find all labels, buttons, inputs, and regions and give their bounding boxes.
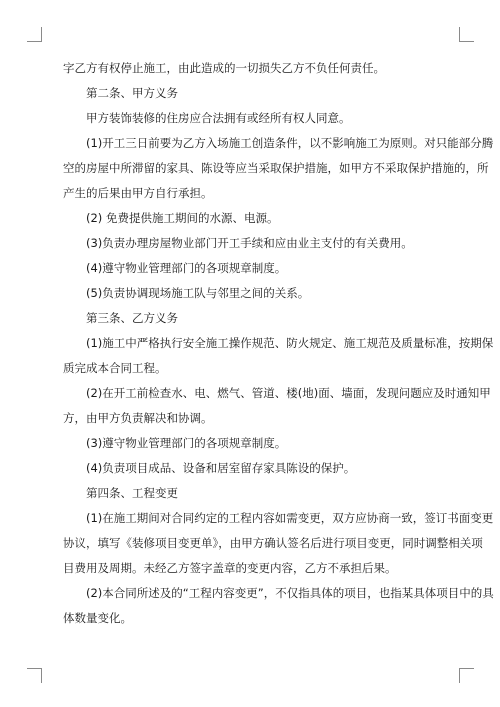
- text-line: (2)本合同所述及的“工程内容变更”，不仅指具体的项目，也指某具体项目中的具: [86, 586, 494, 600]
- paragraph: [63, 510, 494, 576]
- crop-mark-top-right: [459, 27, 474, 42]
- paragraph: [63, 460, 438, 476]
- text-line: (4)遵守物业管理部门的各项规章制度。: [86, 261, 287, 275]
- text-line: 目费用及周期。未经乙方签字盖章的变更内容，乙方不承担后果。: [63, 561, 397, 575]
- text-line: 第四条、工程变更: [86, 486, 178, 500]
- text-line: 协议，填写《装修项目变更单》，由甲方确认签名后进行项目变更，同时调整相关项: [63, 536, 483, 550]
- paragraph: [63, 435, 438, 451]
- paragraph: [63, 260, 438, 276]
- paragraph: [63, 210, 438, 226]
- crop-mark-bottom-right: [459, 668, 474, 683]
- text-line: 字乙方有权停止施工，由此造成的一切损失乙方不负任何责任。: [63, 61, 385, 75]
- text-line: 体数量变化。: [63, 611, 132, 625]
- crop-mark-top-left: [27, 27, 42, 42]
- text-line: 甲方装饰装修的住房应合法拥有或经所有权人同意。: [86, 111, 351, 125]
- text-line: 产生的后果由甲方自行承担。: [63, 186, 213, 200]
- paragraph: [63, 485, 438, 501]
- text-line: (1)施工中严格执行安全施工操作规范、防火规定、施工规范及质量标准，按期保: [86, 336, 494, 350]
- paragraph: [63, 110, 438, 126]
- text-line: (4)负责项目成品、设备和居室留存家具陈设的保护。: [86, 461, 356, 475]
- text-line: (2)在开工前检查水、电、燃气、管道、楼(地)面、墙面，发现问题应及时通知甲: [86, 386, 491, 400]
- text-line: 方，由甲方负责解决和协调。: [63, 411, 213, 425]
- text-line: (1)开工三日前要为乙方入场施工创造条件，以不影响施工为原则。对只能部分腾: [86, 136, 494, 150]
- text-line: (2) 免费提供施工期间的水源、电源。: [86, 211, 279, 225]
- paragraph: [63, 60, 438, 76]
- text-line: 质完成本合同工程。: [63, 361, 167, 375]
- paragraph: [63, 310, 438, 326]
- document-body: [63, 60, 494, 626]
- crop-mark-bottom-left: [27, 668, 42, 683]
- text-line: (3)负责办理房屋物业部门开工手续和应由业主支付的有关费用。: [86, 236, 413, 250]
- text-line: (1)在施工期间对合同约定的工程内容如需变更，双方应协商一致，签订书面变更: [86, 511, 494, 525]
- text-line: 空的房屋中所滞留的家具、陈设等应当采取保护措施，如甲方不采取保护措施的，所: [63, 161, 489, 175]
- text-line: (5)负责协调现场施工队与邻里之间的关系。: [86, 286, 310, 300]
- paragraph: [63, 235, 438, 251]
- paragraph: [63, 135, 494, 201]
- paragraph: [63, 285, 438, 301]
- paragraph: [63, 385, 491, 426]
- text-line: 第三条、乙方义务: [86, 311, 178, 325]
- text-line: (3)遵守物业管理部门的各项规章制度。: [86, 436, 287, 450]
- text-line: 第二条、甲方义务: [86, 86, 178, 100]
- paragraph: [63, 585, 494, 626]
- paragraph: [63, 85, 438, 101]
- paragraph: [63, 335, 494, 376]
